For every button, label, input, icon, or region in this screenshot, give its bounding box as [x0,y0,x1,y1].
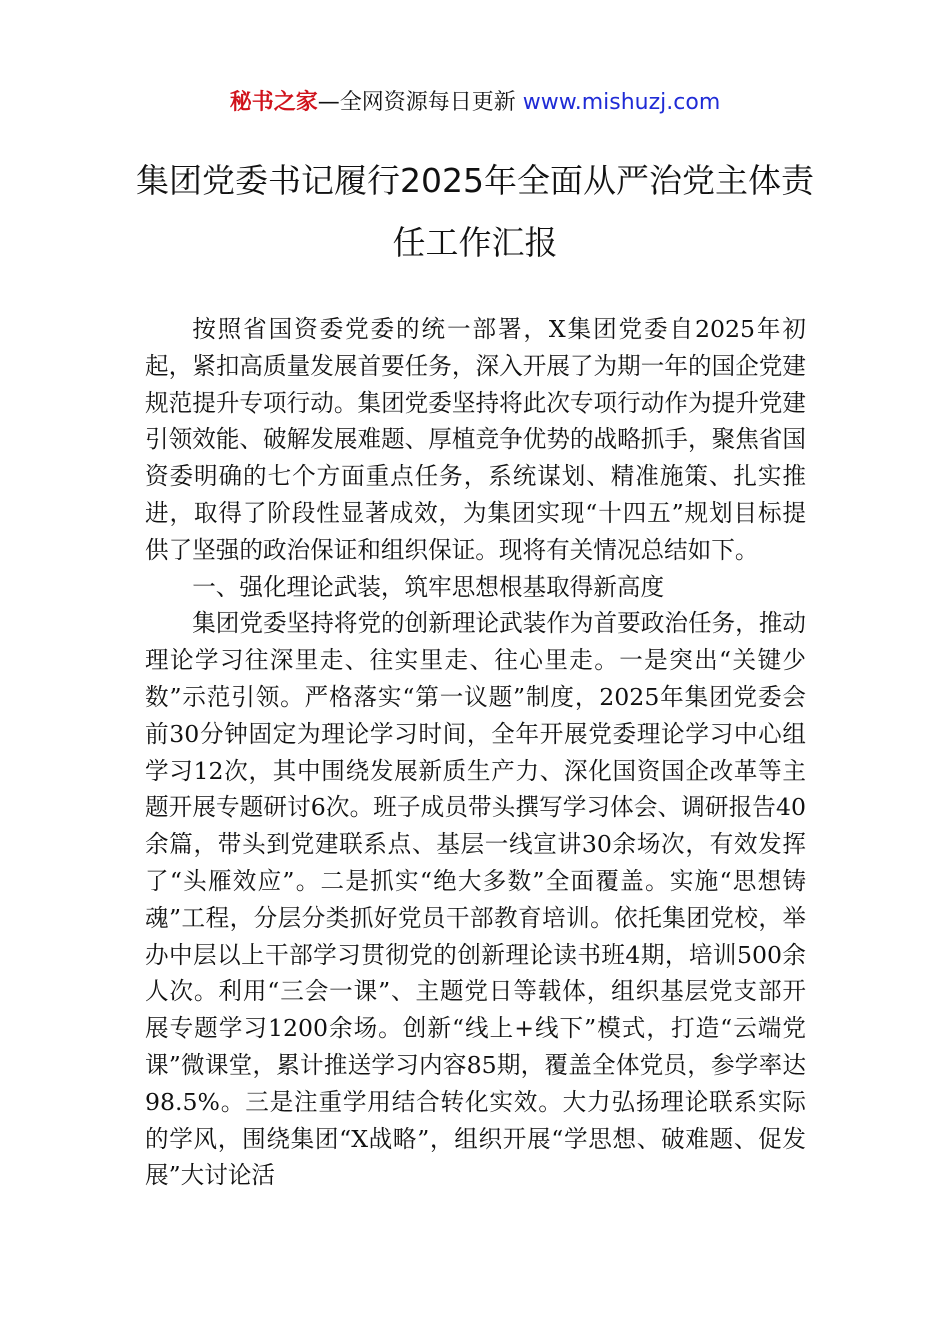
site-brand: 秘书之家 [229,90,318,115]
intro-paragraph: 按照省国资委党委的统一部署，X集团党委自2025年初起，紧扣高质量发展首要任务，深入开展了为期一年的国企党建规范提升专项行动。集团党委坚持将此次专项行动作为提升党建引领效能、破解发展难题、厚植竞争优势的战略抓手，聚焦省国资委明确的七个方面重点任务，系统谋划、精准施策、扎实推进，取得了阶段性显著成效，为集团实现“十四五”规划目标提供了坚强的政治保证和组织保证。现将有关情况总结如下。 [145,315,806,564]
section-paragraph: 集团党委坚持将党的创新理论武装作为首要政治任务，推动理论学习往深里走、往实里走、往心里走。一是突出“关键少数”示范引领。严格落实“第一议题”制度，2025年集团党委会前30分钟固定为理论学习时间，全年开展党委理论学习中心组学习12次，其中围绕发展新质生产力、深化国资国企改革等主题开展专题研讨6次。班子成员带头撰写学习体会、调研报告40余篇，带头到党建联系点、基层一线宣讲30余场次，有效发挥了“头雁效应”。二是抓实“绝大多数”全面覆盖。实施“思想铸魂”工程，分层分类抓好党员干部教育培训。依托集团党校，举办中层以上干部学习贯彻党的创新理论读书班4期，培训500余人次。利用“三会一课”、主题党日等载体，组织基层党支部开展专题学习1200余场。创新“线上+线下”模式，打造“云端党课”微课堂，累计推送学习内容85期，覆盖全体党员，参学率达98.5%。三是注重学用结合转化实效。大力弘扬理论联系实际的学风，围绕集团“X战略”，组织开展“学思想、破难题、促发展”大讨论活 [145,609,806,1190]
site-header [0,86,950,120]
document-title: 集团党委书记履行2025年全面从严治党主体责任工作汇报 [136,161,814,262]
site-url-link[interactable]: www.mishuzj.com [522,90,721,115]
document-body [145,311,806,1194]
site-slogan: —全网资源每日更新 [317,90,523,115]
section-heading: 一、强化理论武装，筑牢思想根基取得新高度 [192,572,665,601]
